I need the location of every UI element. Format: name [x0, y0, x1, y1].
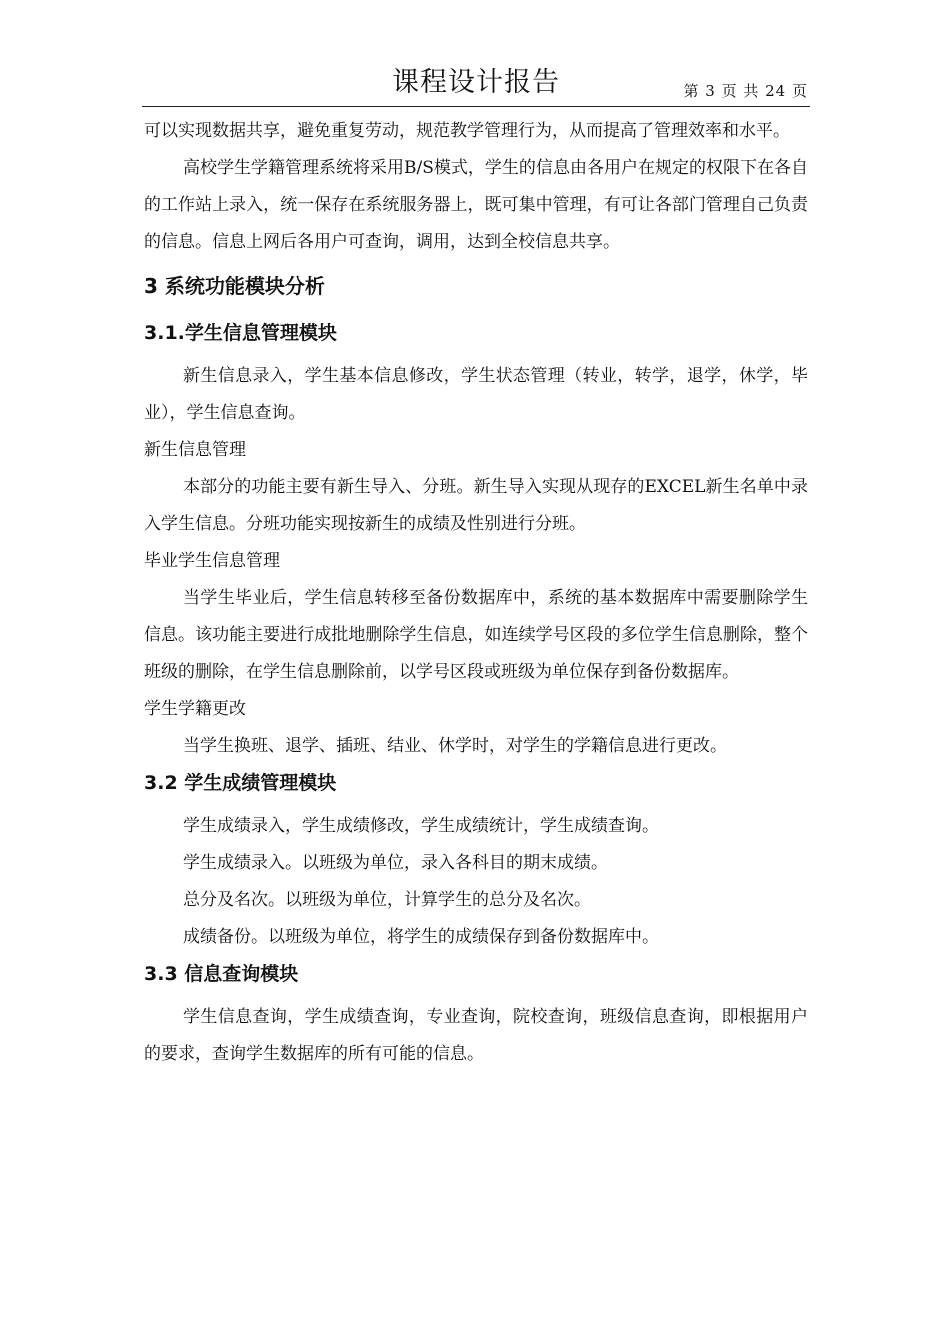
section-heading: 3 系统功能模块分析 [144, 274, 325, 298]
page-header [142, 52, 810, 107]
subtopic-label: 毕业学生信息管理 [144, 551, 280, 571]
paragraph: 本部分的功能主要有新生导入、分班。新生导入实现从现存的EXCEL新生名单中录入学生信息。分班功能实现按新生的成绩及性别进行分班。 [144, 477, 808, 534]
paragraph: 成绩备份。以班级为单位，将学生的成绩保存到备份数据库中。 [183, 927, 659, 947]
paragraph: 高校学生学籍管理系统将采用B/S模式，学生的信息由各用户在规定的权限下在各自的工作站上录入，统一保存在系统服务器上，既可集中管理，有可让各部门管理自己负责的信息。信息上网后各用户可查询，调用，达到全校信息共享。 [144, 158, 808, 252]
paragraph: 当学生换班、退学、插班、结业、休学时，对学生的学籍信息进行更改。 [183, 736, 727, 756]
subtopic-label: 新生信息管理 [144, 440, 246, 460]
paragraph: 学生信息查询，学生成绩查询，专业查询，院校查询，班级信息查询，即根据用户的要求，查询学生数据库的所有可能的信息。 [144, 1007, 808, 1064]
subsection-heading: 3.1.学生信息管理模块 [144, 322, 337, 344]
paragraph: 新生信息录入，学生基本信息修改，学生状态管理（转业，转学，退学，休学，毕业），学生信息查询。 [144, 366, 808, 423]
paragraph: 学生成绩录入。以班级为单位，录入各科目的期末成绩。 [183, 853, 608, 873]
paragraph: 当学生毕业后，学生信息转移至备份数据库中，系统的基本数据库中需要删除学生信息。该功能主要进行成批地删除学生信息，如连续学号区段的多位学生信息删除，整个班级的删除，在学生信息删除前，以学号区段或班级为单位保存到备份数据库。 [144, 588, 808, 682]
paragraph: 总分及名次。以班级为单位，计算学生的总分及名次。 [183, 890, 591, 910]
paragraph: 可以实现数据共享，避免重复劳动，规范教学管理行为，从而提高了管理效率和水平。 [144, 121, 790, 141]
paragraph: 学生成绩录入，学生成绩修改，学生成绩统计，学生成绩查询。 [183, 816, 659, 836]
document-title: 课程设计报告 [392, 67, 560, 98]
subsection-heading: 3.2 学生成绩管理模块 [144, 772, 337, 794]
subtopic-label: 学生学籍更改 [144, 699, 246, 719]
document-body [144, 113, 808, 1073]
page-number: 第 3 页 共 24 页 [683, 82, 808, 100]
subsection-heading: 3.3 信息查询模块 [144, 963, 299, 985]
